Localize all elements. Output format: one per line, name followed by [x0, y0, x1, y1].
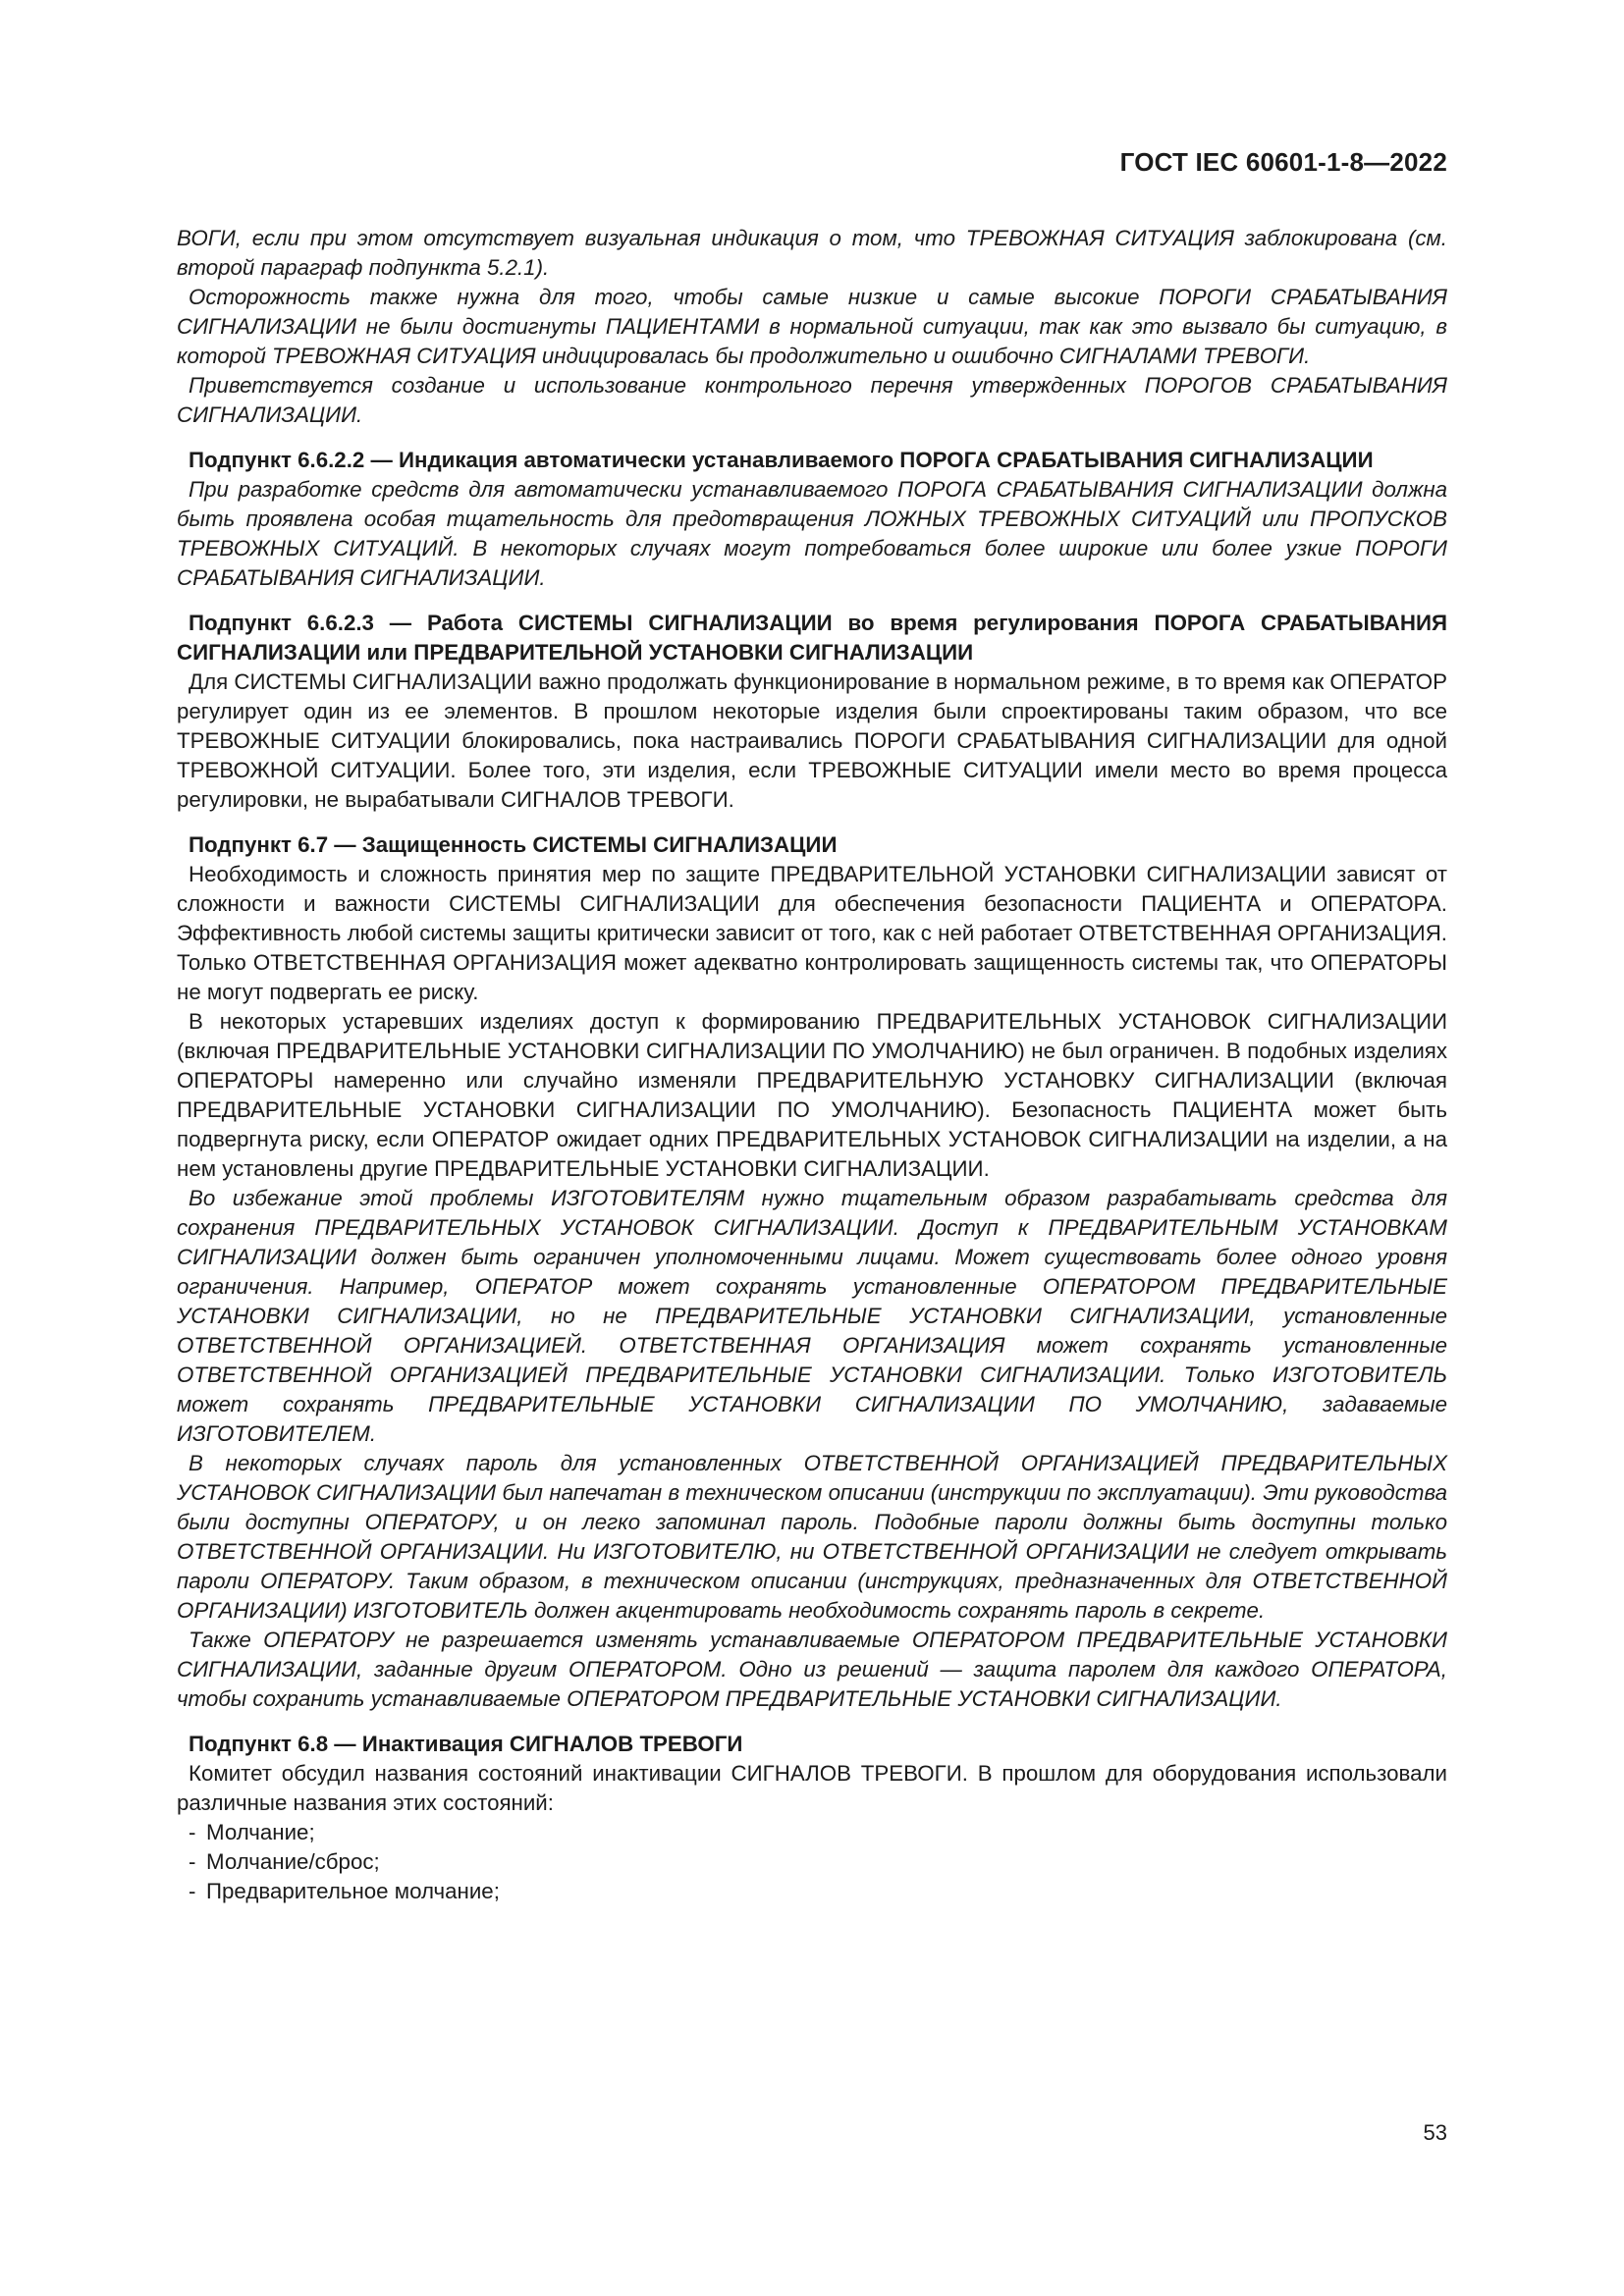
list-item-text: Молчание/сброс; — [206, 1849, 380, 1874]
section-heading-6-8: Подпункт 6.8 — Инактивация СИГНАЛОВ ТРЕВОГИ — [189, 1732, 743, 1756]
paragraph-alarm-system-operation: Для СИСТЕМЫ СИГНАЛИЗАЦИИ важно продолжать функционирование в нормальном режиме, в то время как ОПЕРАТОР регулирует один из ее элементов. В прошлом некоторые изделия были спроектированы таким образом, что все ТРЕВОЖНЫЕ СИТУАЦИИ блокировались, пока настраивались ПОРОГИ СРАБАТЫВАНИЯ СИГНАЛИЗАЦИИ для одной ТРЕВОЖНОЙ СИТУАЦИИ. Более того, эти изделия, если ТРЕВОЖНЫЕ СИТУАЦИИ имели место во время процесса регулировки, не вырабатывали СИГНАЛОВ ТРЕВОГИ. — [177, 669, 1447, 812]
list-marker: - — [189, 1820, 196, 1844]
paragraph-alarm-limits-caution: Осторожность также нужна для того, чтобы самые низкие и самые высокие ПОРОГИ СРАБАТЫВАНИЯ СИГНАЛИЗАЦИИ не были достигнуты ПАЦИЕНТАМИ в нормальной ситуации, так как это вызвало бы ситуацию, в которой ТРЕВОЖНАЯ СИТУАЦИЯ индицировалась бы продолжительно и ошибочно СИГНАЛАМИ ТРЕВОГИ. — [177, 285, 1447, 368]
list-item — [189, 1818, 1447, 1847]
paragraph-manufacturer-means: Во избежание этой проблемы ИЗГОТОВИТЕЛЯМ нужно тщательным образом разрабатывать средства для сохранения ПРЕДВАРИТЕЛЬНЫХ УСТАНОВОК СИГНАЛИЗАЦИИ. Доступ к ПРЕДВАРИТЕЛЬНЫМ УСТАНОВКАМ СИГНАЛИЗАЦИИ должен быть ограничен уполномоченными лицами. Может существовать более одного уровня ограничения. Например, ОПЕРАТОР может сохранять установленные ОПЕРАТОРОМ ПРЕДВАРИТЕЛЬНЫЕ УСТАНОВКИ СИГНАЛИЗАЦИИ, но не ПРЕДВАРИТЕЛЬНЫЕ УСТАНОВКИ СИГНАЛИЗАЦИИ, установленные ОТВЕТСТВЕННОЙ ОРГАНИЗАЦИЕЙ. ОТВЕТСТВЕННАЯ ОРГАНИЗАЦИЯ может сохранять установленные ОТВЕТСТВЕННОЙ ОРГАНИЗАЦИЕЙ ПРЕДВАРИТЕЛЬНЫЕ УСТАНОВКИ СИГНАЛИЗАЦИИ. Только ИЗГОТОВИТЕЛЬ может сохранять ПРЕДВАРИТЕЛЬНЫЕ УСТАНОВКИ СИГНАЛИЗАЦИИ ПО УМОЛЧАНИЮ, задаваемые ИЗГОТОВИТЕЛЕМ. — [177, 1186, 1447, 1446]
list-item — [189, 1847, 1447, 1877]
paragraph-continuation: ВОГИ, если при этом отсутствует визуальная индикация о том, что ТРЕВОЖНАЯ СИТУАЦИЯ заблокирована (см. второй параграф подпункта 5.2.1). — [177, 226, 1447, 280]
paragraph-legacy-devices: В некоторых устаревших изделиях доступ к формированию ПРЕДВАРИТЕЛЬНЫХ УСТАНОВОК СИГНАЛИЗАЦИИ (включая ПРЕДВАРИТЕЛЬНЫЕ УСТАНОВКИ СИГНАЛИЗАЦИИ ПО УМОЛЧАНИЮ) не был ограничен. В подобных изделиях ОПЕРАТОРЫ намеренно или случайно изменяли ПРЕДВАРИТЕЛЬНУЮ УСТАНОВКУ СИГНАЛИЗАЦИИ (включая ПРЕДВАРИТЕЛЬНЫЕ УСТАНОВКИ СИГНАЛИЗАЦИИ ПО УМОЛЧАНИЮ). Безопасность ПАЦИЕНТА может быть подвергнута риску, если ОПЕРАТОР ожидает одних ПРЕДВАРИТЕЛЬНЫХ УСТАНОВОК СИГНАЛИЗАЦИИ на изделии, а на нем установлены другие ПРЕДВАРИТЕЛЬНЫЕ УСТАНОВКИ СИГНАЛИЗАЦИИ. — [177, 1009, 1447, 1181]
paragraph-operator-presets: Также ОПЕРАТОРУ не разрешается изменять устанавливаемые ОПЕРАТОРОМ ПРЕДВАРИТЕЛЬНЫЕ УСТАНОВКИ СИГНАЛИЗАЦИИ, заданные другим ОПЕРАТОРОМ. Одно из решений — защита паролем для каждого ОПЕРАТОРА, чтобы сохранить устанавливаемые ОПЕРАТОРОМ ПРЕДВАРИТЕЛЬНЫЕ УСТАНОВКИ СИГНАЛИЗАЦИИ. — [177, 1628, 1447, 1711]
paragraph-password-cases: В некоторых случаях пароль для установленных ОТВЕТСТВЕННОЙ ОРГАНИЗАЦИЕЙ ПРЕДВАРИТЕЛЬНЫХ УСТАНОВОК СИГНАЛИЗАЦИИ был напечатан в техническом описании (инструкции по эксплуатации). Эти руководства были доступны ОПЕРАТОРУ, и он легко запоминал пароль. Подобные пароли должны быть доступны только ОТВЕТСТВЕННОЙ ОРГАНИЗАЦИИ. Ни ИЗГОТОВИТЕЛЮ, ни ОТВЕТСТВЕННОЙ ОРГАНИЗАЦИИ не следует открывать пароли ОПЕРАТОРУ. Таким образом, в техническом описании (инструкциях, предназначенных для ОТВЕТСТВЕННОЙ ОРГАНИЗАЦИИ) ИЗГОТОВИТЕЛЬ должен акцентировать необходимость сохранять пароль в секрете. — [177, 1451, 1447, 1623]
paragraph-auto-alarm-limit: При разработке средств для автоматически устанавливаемого ПОРОГА СРАБАТЫВАНИЯ СИГНАЛИЗАЦИИ должна быть проявлена особая тщательность для предотвращения ЛОЖНЫХ ТРЕВОЖНЫХ СИТУАЦИЙ или ПРОПУСКОВ ТРЕВОЖНЫХ СИТУАЦИЙ. В некоторых случаях могут потребоваться более широкие или более узкие ПОРОГИ СРАБАТЫВАНИЯ СИГНАЛИЗАЦИИ. — [177, 477, 1447, 590]
section-heading-6-7: Подпункт 6.7 — Защищенность СИСТЕМЫ СИГНАЛИЗАЦИИ — [189, 832, 838, 857]
paragraph-inactivation-names: Комитет обсудил названия состояний инактивации СИГНАЛОВ ТРЕВОГИ. В прошлом для оборудования использовали различные названия этих состояний: — [177, 1761, 1447, 1815]
paragraph-checklist: Приветствуется создание и использование контрольного перечня утвержденных ПОРОГОВ СРАБАТЫВАНИЯ СИГНАЛИЗАЦИИ. — [177, 373, 1447, 427]
paragraph-protection-need: Необходимость и сложность принятия мер по защите ПРЕДВАРИТЕЛЬНОЙ УСТАНОВКИ СИГНАЛИЗАЦИИ зависят от сложности и важности СИСТЕМЫ СИГНАЛИЗАЦИИ для обеспечения безопасности ПАЦИЕНТА и ОПЕРАТОРА. Эффективность любой системы защиты критически зависит от того, как с ней работает ОТВЕТСТВЕННАЯ ОРГАНИЗАЦИЯ. Только ОТВЕТСТВЕННАЯ ОРГАНИЗАЦИЯ может адекватно контролировать защищенность системы так, что ОПЕРАТОРЫ не могут подвергать ее риску. — [177, 862, 1447, 1004]
section-heading-6-6-2-3: Подпункт 6.6.2.3 — Работа СИСТЕМЫ СИГНАЛИЗАЦИИ во время регулирования ПОРОГА СРАБАТЫВАНИЯ СИГНАЛИЗАЦИИ или ПРЕДВАРИТЕЛЬНОЙ УСТАНОВКИ СИГНАЛИЗАЦИИ — [177, 611, 1447, 665]
list-marker: - — [189, 1879, 196, 1903]
list-item-text: Предварительное молчание; — [206, 1879, 500, 1903]
page-number: 53 — [1423, 2120, 1447, 2145]
page-content — [177, 224, 1447, 1906]
document-header: ГОСТ IEC 60601-1-8—2022 — [1119, 147, 1447, 177]
section-heading-6-6-2-2: Подпункт 6.6.2.2 — Индикация автоматически устанавливаемого ПОРОГА СРАБАТЫВАНИЯ СИГНАЛИЗАЦИИ — [189, 448, 1374, 472]
list-marker: - — [189, 1849, 196, 1874]
list-item-text: Молчание; — [206, 1820, 315, 1844]
list-item — [189, 1877, 1447, 1906]
inactivation-states-list — [177, 1818, 1447, 1906]
